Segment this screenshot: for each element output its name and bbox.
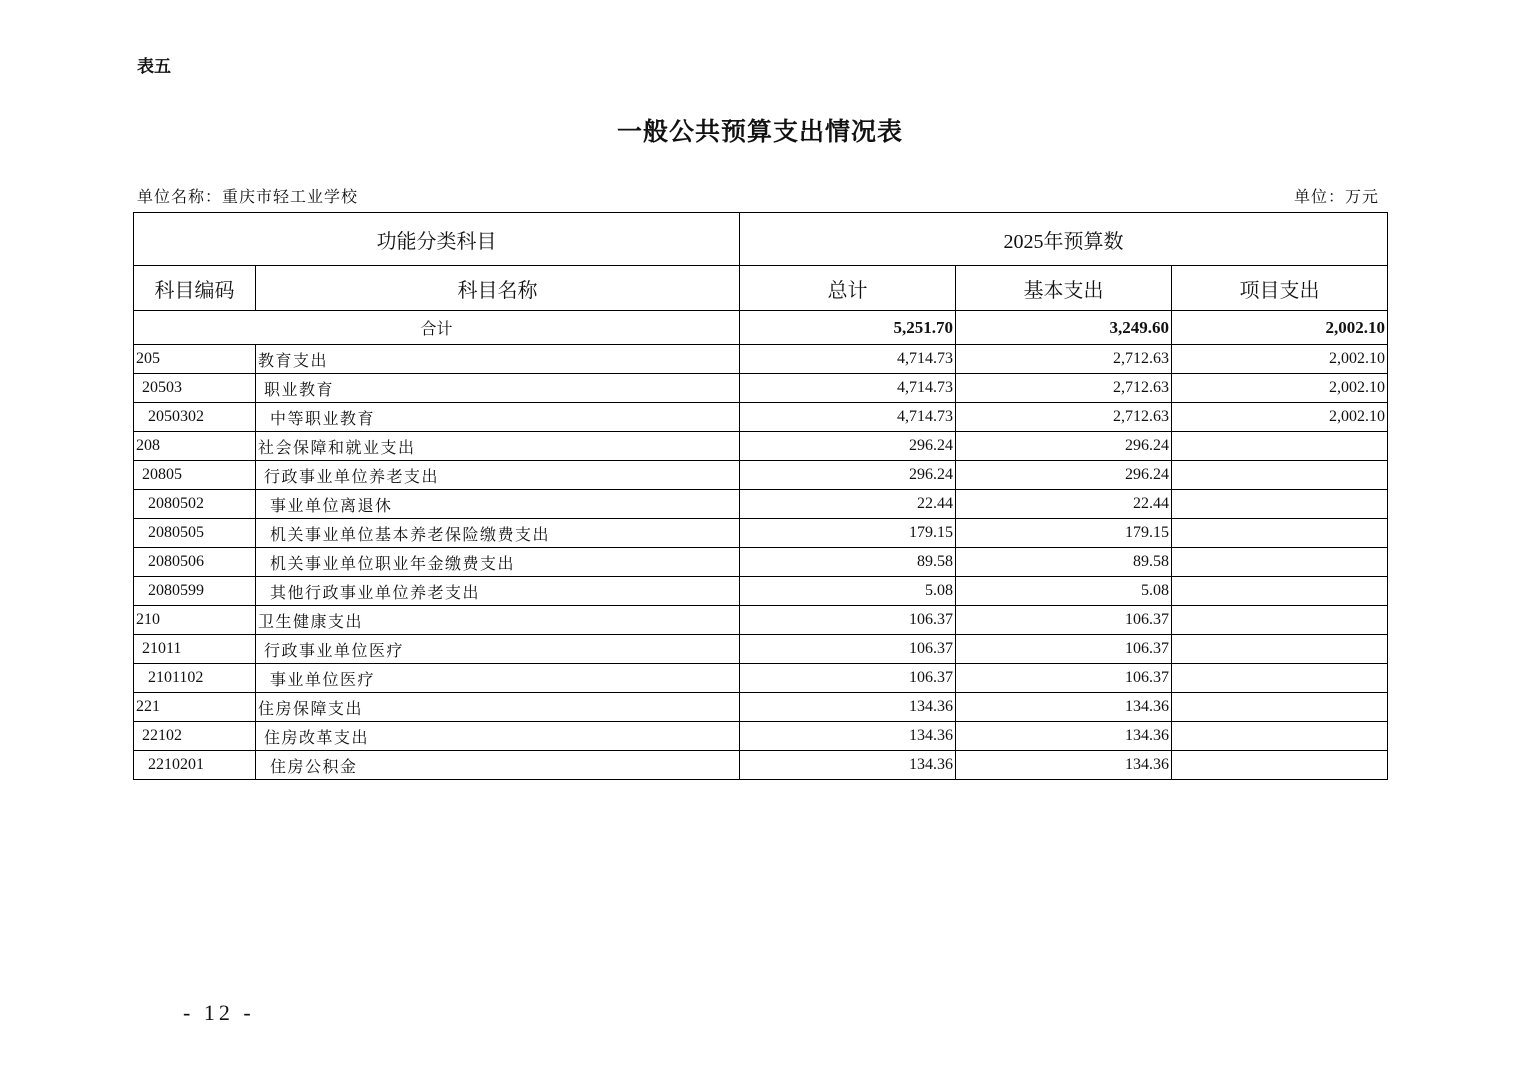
table-row: [134, 635, 1388, 664]
row-basic: 2,712.63: [956, 374, 1172, 403]
table-row: [134, 693, 1388, 722]
table-row: [134, 519, 1388, 548]
row-total: 4,714.73: [740, 374, 956, 403]
row-total: 134.36: [740, 722, 956, 751]
row-code: 2080505: [134, 519, 256, 548]
row-code: 2210201: [134, 751, 256, 780]
row-name: 行政事业单位医疗: [256, 635, 740, 664]
row-code: 22102: [134, 722, 256, 751]
total-row: [134, 311, 1388, 345]
table-row: [134, 751, 1388, 780]
row-code: 2080506: [134, 548, 256, 577]
row-basic: 134.36: [956, 722, 1172, 751]
row-total: 22.44: [740, 490, 956, 519]
row-project: [1172, 606, 1388, 635]
row-total: 4,714.73: [740, 403, 956, 432]
page-number: - 12 -: [183, 1000, 255, 1025]
row-code: 20503: [134, 374, 256, 403]
code-header: 科目编码: [134, 266, 256, 311]
total-basic: 3,249.60: [956, 311, 1172, 345]
table-row: [134, 461, 1388, 490]
row-code: 2101102: [134, 664, 256, 693]
row-total: 5.08: [740, 577, 956, 606]
row-name: 行政事业单位养老支出: [256, 461, 740, 490]
row-basic: 106.37: [956, 664, 1172, 693]
row-project: [1172, 548, 1388, 577]
row-name: 卫生健康支出: [256, 606, 740, 635]
table-row: [134, 548, 1388, 577]
row-project: [1172, 577, 1388, 606]
row-name: 事业单位医疗: [256, 664, 740, 693]
row-basic: 296.24: [956, 432, 1172, 461]
total-label: 合计: [134, 311, 740, 345]
row-basic: 106.37: [956, 606, 1172, 635]
total-project: 2,002.10: [1172, 311, 1388, 345]
row-basic: 106.37: [956, 635, 1172, 664]
project-header: 项目支出: [1172, 266, 1388, 311]
row-name: 其他行政事业单位养老支出: [256, 577, 740, 606]
functional-category-header: 功能分类科目: [134, 213, 740, 266]
row-code: 21011: [134, 635, 256, 664]
row-code: 2080502: [134, 490, 256, 519]
row-project: 2,002.10: [1172, 403, 1388, 432]
unit-name: 单位名称：重庆市轻工业学校: [137, 187, 359, 206]
row-total: 106.37: [740, 664, 956, 693]
row-basic: 22.44: [956, 490, 1172, 519]
header-row-1: [134, 213, 1388, 266]
row-basic: 296.24: [956, 461, 1172, 490]
row-total: 134.36: [740, 693, 956, 722]
row-name: 住房保障支出: [256, 693, 740, 722]
row-total: 106.37: [740, 606, 956, 635]
unit-label: 单位：万元: [1294, 187, 1380, 206]
row-project: 2,002.10: [1172, 374, 1388, 403]
table-row: [134, 577, 1388, 606]
row-basic: 134.36: [956, 693, 1172, 722]
row-code: 2050302: [134, 403, 256, 432]
row-code: 208: [134, 432, 256, 461]
table-row: [134, 432, 1388, 461]
row-project: [1172, 461, 1388, 490]
row-total: 89.58: [740, 548, 956, 577]
row-name: 社会保障和就业支出: [256, 432, 740, 461]
row-total: 296.24: [740, 461, 956, 490]
row-basic: 89.58: [956, 548, 1172, 577]
row-total: 134.36: [740, 751, 956, 780]
row-total: 106.37: [740, 635, 956, 664]
row-code: 2080599: [134, 577, 256, 606]
row-project: [1172, 693, 1388, 722]
row-name: 住房改革支出: [256, 722, 740, 751]
table-row: [134, 722, 1388, 751]
row-name: 教育支出: [256, 345, 740, 374]
table-row: [134, 490, 1388, 519]
row-total: 179.15: [740, 519, 956, 548]
row-name: 中等职业教育: [256, 403, 740, 432]
row-project: 2,002.10: [1172, 345, 1388, 374]
table-row: [134, 345, 1388, 374]
table-row: [134, 606, 1388, 635]
table-row: [134, 664, 1388, 693]
row-name: 机关事业单位职业年金缴费支出: [256, 548, 740, 577]
row-basic: 179.15: [956, 519, 1172, 548]
page-title: 一般公共预算支出情况表: [616, 117, 903, 146]
row-project: [1172, 519, 1388, 548]
row-project: [1172, 722, 1388, 751]
row-basic: 2,712.63: [956, 403, 1172, 432]
row-code: 205: [134, 345, 256, 374]
total-header: 总计: [740, 266, 956, 311]
row-code: 210: [134, 606, 256, 635]
row-code: 221: [134, 693, 256, 722]
row-name: 职业教育: [256, 374, 740, 403]
total-amount: 5,251.70: [740, 311, 956, 345]
row-project: [1172, 432, 1388, 461]
row-basic: 5.08: [956, 577, 1172, 606]
row-basic: 2,712.63: [956, 345, 1172, 374]
table-row: [134, 403, 1388, 432]
row-project: [1172, 635, 1388, 664]
row-name: 住房公积金: [256, 751, 740, 780]
table-row: [134, 374, 1388, 403]
row-name: 机关事业单位基本养老保险缴费支出: [256, 519, 740, 548]
row-total: 4,714.73: [740, 345, 956, 374]
name-header: 科目名称: [256, 266, 740, 311]
row-basic: 134.36: [956, 751, 1172, 780]
table-label: 表五: [137, 57, 171, 77]
row-name: 事业单位离退休: [256, 490, 740, 519]
row-project: [1172, 751, 1388, 780]
row-project: [1172, 490, 1388, 519]
row-code: 20805: [134, 461, 256, 490]
header-row-2: [134, 266, 1388, 311]
budget-year-header: 2025年预算数: [740, 213, 1388, 266]
table-body: [134, 345, 1388, 780]
basic-header: 基本支出: [956, 266, 1172, 311]
row-project: [1172, 664, 1388, 693]
budget-table: [133, 212, 1388, 780]
row-total: 296.24: [740, 432, 956, 461]
